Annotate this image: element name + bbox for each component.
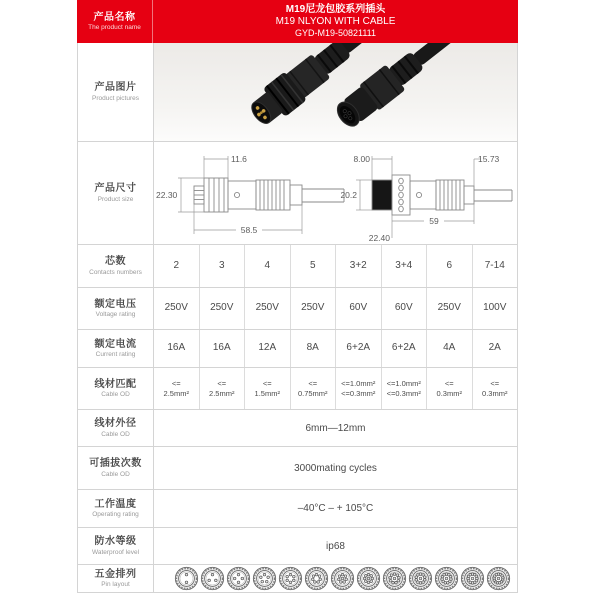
left-dimension-text — [156, 154, 258, 235]
spec-cell — [382, 368, 428, 409]
row-label — [78, 490, 154, 527]
spec-cell — [427, 368, 473, 409]
size-drawings — [154, 142, 517, 244]
spec-cells — [154, 368, 517, 409]
pictures-label — [78, 43, 154, 141]
size-label-cn: 产品尺寸 — [94, 183, 137, 195]
product-spec-sheet — [77, 0, 518, 593]
dim-11-6: 11.6 — [231, 154, 247, 164]
spec-cell-line: <=0.3mm² — [386, 388, 421, 398]
pin-face-icon-14pin — [486, 566, 511, 591]
pin-face-icon-7pin — [304, 566, 329, 591]
spec-cell: 3 — [200, 245, 246, 287]
row-label-cn: 可插拔次数 — [89, 458, 142, 470]
row-label-cn: 防水等级 — [94, 536, 137, 548]
full-width-rows — [77, 410, 518, 565]
spec-cell: 2 — [154, 245, 200, 287]
left-drawing — [194, 178, 344, 212]
spec-cell — [154, 368, 200, 409]
size-label — [78, 142, 154, 244]
product-pictures-row — [77, 43, 518, 142]
spec-rows — [77, 245, 518, 410]
right-dimension-text — [340, 154, 499, 243]
product-model-number: GYD-M19-50821111 — [294, 28, 377, 39]
spec-cell — [336, 368, 382, 409]
spec-cell — [291, 368, 337, 409]
spec-cell-line: <= — [308, 379, 318, 389]
spec-cell — [200, 368, 246, 409]
pin-face-icon-3pin — [200, 566, 225, 591]
row-label-en: Cable OD — [101, 430, 130, 438]
row-label-cn: 芯数 — [105, 256, 126, 268]
header-label-en: The product name — [88, 24, 141, 32]
spec-cell: 60V — [382, 288, 428, 329]
pin-face-icon-13pin — [460, 566, 485, 591]
spec-cell: 250V — [154, 288, 200, 329]
dim-8-00: 8.00 — [353, 154, 370, 164]
right-drawing — [372, 175, 512, 215]
dim-22-40: 22.40 — [368, 233, 390, 243]
spec-cell-line: <= — [262, 379, 272, 389]
spec-cell: 16A — [154, 330, 200, 367]
row-label-en: Cable OD — [101, 391, 130, 399]
spec-cell: 8A — [291, 330, 337, 367]
row-label — [78, 330, 154, 367]
pin-face-icon-8pin — [330, 566, 355, 591]
connectors-photo-illustration — [154, 43, 517, 141]
full-row-value: 6mm—12mm — [305, 422, 366, 434]
pin-face-icon-9pin — [356, 566, 381, 591]
product-title-cn: M19尼龙包胶系列插头 — [285, 4, 386, 16]
size-label-en: Product size — [97, 195, 134, 203]
header-row — [77, 0, 518, 43]
spec-row — [77, 368, 518, 410]
row-label — [78, 245, 154, 287]
spec-cell: 5 — [291, 245, 337, 287]
spec-cell-line: <= — [171, 379, 181, 389]
spec-cell: 250V — [245, 288, 291, 329]
spec-cell: 12A — [245, 330, 291, 367]
pin-face-icon-5pin — [252, 566, 277, 591]
row-label-cn: 线材外径 — [94, 418, 137, 430]
spec-cell: 4 — [245, 245, 291, 287]
spec-cell-line: 0.3mm² — [436, 388, 462, 398]
header-title-cell — [153, 0, 518, 43]
pin-face-icon-11pin — [408, 566, 433, 591]
row-label — [78, 368, 154, 409]
spec-cell: 60V — [336, 288, 382, 329]
row-label-en: Cable OD — [101, 470, 130, 478]
row-label-en: Waterproof level — [91, 548, 140, 556]
row-label-cn: 额定电流 — [94, 338, 137, 350]
spec-cell-line: <= — [444, 379, 454, 389]
spec-row — [77, 330, 518, 368]
spec-cell: 6 — [427, 245, 473, 287]
pin-layout-row — [77, 565, 518, 593]
spec-cell-line: <= — [490, 379, 500, 389]
pin-face-icon-2pin — [174, 566, 199, 591]
full-row — [77, 528, 518, 565]
spec-cell — [245, 368, 291, 409]
spec-cell-line: 2.5mm² — [209, 388, 235, 398]
row-label — [78, 447, 154, 489]
product-photo — [154, 43, 517, 141]
full-row — [77, 490, 518, 528]
dimension-drawings — [154, 142, 517, 244]
dim-22-30: 22.30 — [156, 190, 178, 200]
spec-cell-line: <= — [217, 379, 227, 389]
spec-cell: 100V — [483, 302, 507, 314]
full-row — [77, 410, 518, 447]
full-row-value: –40°C – + 105°C — [297, 503, 374, 514]
pictures-label-en: Product pictures — [92, 94, 139, 102]
spec-row — [77, 288, 518, 330]
spec-cell — [473, 368, 518, 409]
row-label-en: Voltage rating — [95, 311, 136, 319]
dim-59: 59 — [429, 216, 439, 226]
spec-cell: 4A — [427, 330, 473, 367]
spec-cell: 2A — [488, 342, 501, 354]
spec-cell-line: <=1.0mm² — [386, 379, 421, 389]
row-label-cn: 线材匹配 — [94, 378, 137, 390]
product-size-row — [77, 142, 518, 245]
row-label-en: Operating rating — [92, 511, 139, 519]
dim-15-73: 15.73 — [478, 154, 500, 164]
spec-cell: 3+4 — [382, 245, 428, 287]
spec-cell: 6+2A — [336, 330, 382, 367]
row-label-en: Current rating — [95, 351, 136, 359]
header-label-cn: 产品名称 — [93, 11, 136, 23]
dim-58-5: 58.5 — [240, 225, 258, 235]
row-label-cn: 额定电压 — [94, 298, 137, 310]
spec-cell: 250V — [200, 288, 246, 329]
pictures-label-cn: 产品图片 — [94, 82, 137, 94]
spec-cells — [154, 245, 517, 287]
spec-cell-line: <=0.3mm² — [341, 388, 376, 398]
spec-cell: 16A — [200, 330, 246, 367]
row-label — [78, 288, 154, 329]
pin-face-icon-4pin — [226, 566, 251, 591]
pin-layout-label — [78, 565, 154, 592]
spec-cell: 7-14 — [484, 259, 505, 271]
spec-cell: 250V — [427, 288, 473, 329]
spec-cell-line: 0.75mm² — [297, 388, 328, 398]
full-row-value: ip68 — [326, 540, 345, 552]
pin-face-icon-12pin — [434, 566, 459, 591]
row-label-cn: 工作温度 — [94, 498, 137, 510]
spec-cells — [154, 330, 517, 367]
dim-20-2: 20.2 — [340, 190, 357, 200]
spec-cell: 250V — [291, 288, 337, 329]
spec-cells — [154, 288, 517, 329]
spec-cell: 6+2A — [382, 330, 428, 367]
pin-face-icon-6pin — [278, 566, 303, 591]
header-label — [77, 0, 153, 43]
pin-face-icon-10pin — [382, 566, 407, 591]
spec-row — [77, 245, 518, 288]
pin-layout-label-en: Pin layout — [101, 581, 130, 589]
pin-layout-icons — [154, 565, 517, 592]
product-title-en: M19 NLYON WITH CABLE — [275, 16, 396, 28]
spec-cell: 3+2 — [336, 245, 382, 287]
pin-layout-label-cn: 五金排列 — [94, 568, 137, 580]
spec-cell-line: <=1.0mm² — [341, 379, 376, 389]
full-row-value: 3000mating cycles — [294, 462, 377, 474]
row-label — [78, 410, 154, 446]
full-row — [77, 447, 518, 490]
row-label — [78, 528, 154, 564]
product-title — [153, 0, 518, 43]
spec-cell-line: 2.5mm² — [163, 388, 189, 398]
spec-cell-line: 0.3mm² — [482, 388, 508, 398]
row-label-en: Contacts numbers — [89, 268, 142, 276]
spec-cell-line: 1.5mm² — [254, 388, 280, 398]
